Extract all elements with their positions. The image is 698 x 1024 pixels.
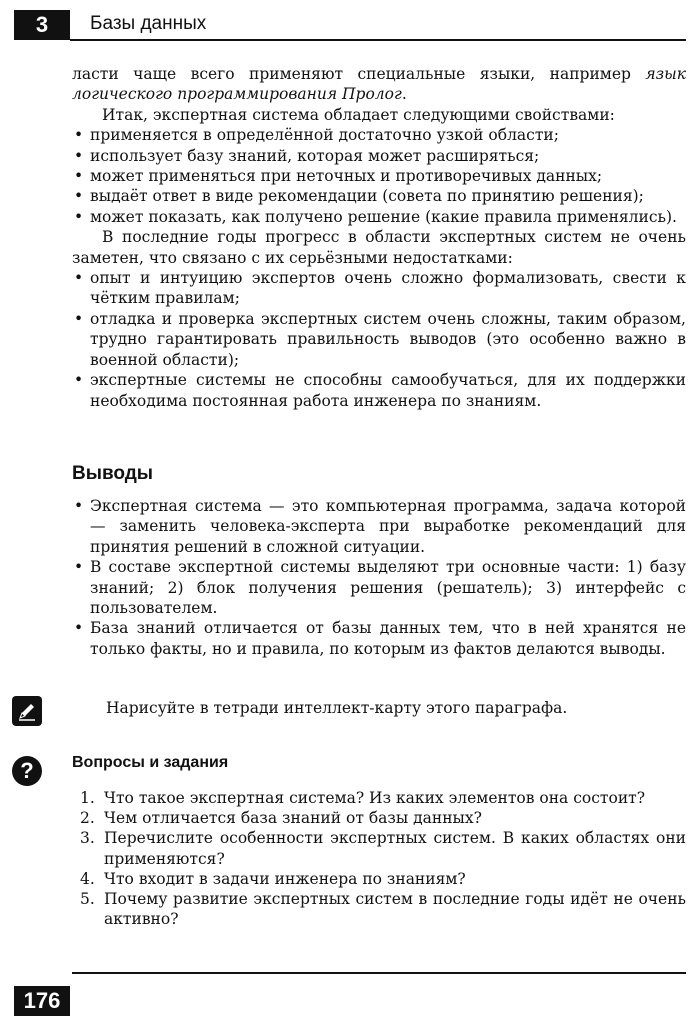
intro-end: . <box>401 85 407 104</box>
list-item: • использует базу знаний, которая может расширяться; <box>72 146 686 166</box>
list-item: • выдаёт ответ в виде рекомендации (совета по принятию решения); <box>72 186 686 206</box>
list-item: • отладка и проверка экспертных систем очень сложны, таким образом, трудно гарантировать правильность выводов (это особенно важно в военной области); <box>72 309 686 370</box>
list-item: • База знаний отличается от базы данных тем, что в ней хранятся не только факты, но и правила, по которым из фактов делаются выводы. <box>72 618 686 659</box>
pencil-icon <box>12 696 42 726</box>
task-note: Нарисуйте в тетради интеллект-карту этого параграфа. <box>106 699 568 717</box>
question-text: Чем отличается база знаний от базы данных? <box>104 809 482 828</box>
question-number: 5. <box>80 890 95 909</box>
question-item <box>80 808 686 828</box>
properties-lead: Итак, экспертная система обладает следующими свойствами: <box>102 105 615 124</box>
footer-rule <box>72 972 686 974</box>
question-text: Почему развитие экспертных систем в последние годы идёт не очень активно? <box>104 890 686 929</box>
question-number: 2. <box>80 809 95 828</box>
intro-italic-term: язык логического программирования Пролог <box>72 65 686 104</box>
list-item: • может показать, как получено решение (какие правила применялись). <box>72 207 686 227</box>
header-rule <box>70 39 686 41</box>
drawbacks-lead: В последние годы прогресс в области экспертных систем не очень заметен, что связано с их серьёзными недостатками: <box>72 228 686 267</box>
list-item: • может применяться при неточных и противоречивых данных; <box>72 166 686 186</box>
question-text: Перечислите особенности экспертных систем. В каких областях они применяются? <box>104 829 686 868</box>
page-header <box>14 8 686 42</box>
chapter-number: 3 <box>14 10 70 40</box>
list-item: • опыт и интуицию экспертов очень сложно формализовать, свести к чётким правилам; <box>72 268 686 309</box>
properties-list <box>72 125 686 227</box>
question-icon: ? <box>12 756 42 786</box>
question-number: 3. <box>80 829 95 848</box>
questions-list <box>80 788 686 929</box>
conclusions-list <box>72 496 686 659</box>
questions-title: Вопросы и задания <box>72 754 229 771</box>
intro-text: ласти чаще всего применяют специальные языки, например <box>72 65 646 83</box>
question-item <box>80 889 686 929</box>
question-number: 4. <box>80 869 95 888</box>
conclusions-title: Выводы <box>72 463 154 484</box>
question-item <box>80 828 686 868</box>
pencil-icon-glyph <box>12 696 42 726</box>
list-item: • В составе экспертной системы выделяют три основные части: 1) базу знаний; 2) блок получения решения (решатель); 3) интерфейс с пользователем. <box>72 557 686 618</box>
question-text: Что такое экспертная система? Из каких элементов она состоит? <box>104 789 646 807</box>
question-item <box>80 869 686 889</box>
page-number: 176 <box>14 986 70 1016</box>
list-item: • применяется в определённой достаточно узкой области; <box>72 125 686 145</box>
drawbacks-list <box>72 268 686 411</box>
list-item: • Экспертная система — это компьютерная программа, задача которой — заменить человека-эксперта при выработке рекомендаций для принятия решений в сложной ситуации. <box>72 496 686 557</box>
list-item: • экспертные системы не способны самообучаться, для их поддержки необходима постоянная работа инженера по знаниям. <box>72 370 686 411</box>
question-number: 1. <box>80 789 95 807</box>
chapter-title: Базы данных <box>90 13 207 34</box>
question-item <box>80 788 686 808</box>
intro-paragraph <box>72 64 686 105</box>
question-text: Что входит в задачи инженера по знаниям? <box>104 869 466 888</box>
body-text-top <box>72 64 686 411</box>
conclusions-body <box>72 496 686 659</box>
